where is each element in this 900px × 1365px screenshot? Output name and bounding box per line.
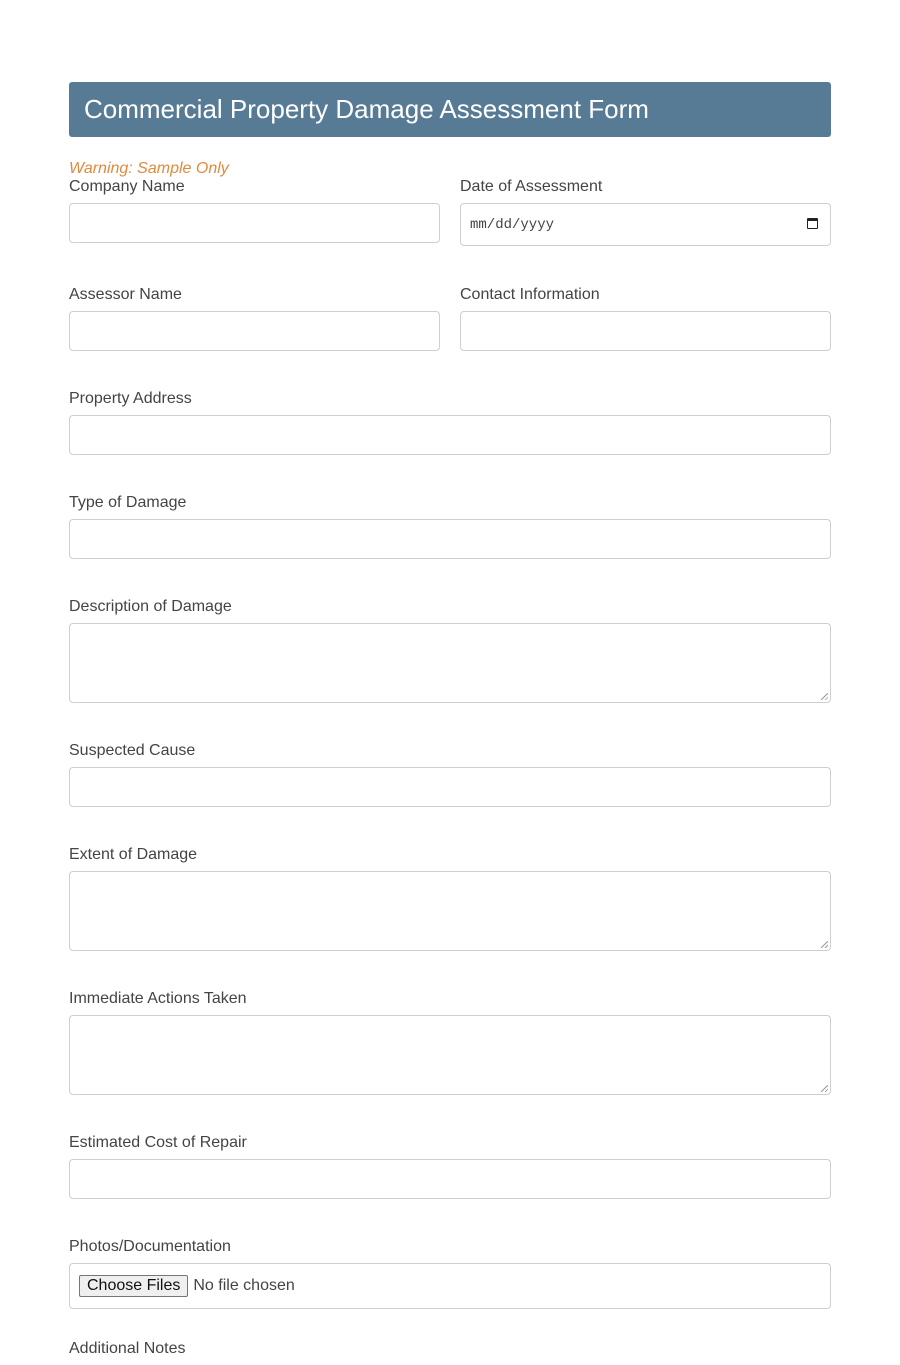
field-company-name: [69, 178, 440, 246]
field-suspected-cause: [69, 742, 831, 807]
company-name-label: Company Name: [69, 178, 185, 195]
property-address-label: Property Address: [69, 390, 192, 407]
assessor-name-input[interactable]: [69, 311, 440, 351]
field-description-of-damage: [69, 598, 831, 703]
description-of-damage-textarea[interactable]: [69, 623, 831, 703]
field-assessor-name: [69, 286, 440, 351]
field-additional-notes: [69, 1340, 831, 1358]
calendar-icon[interactable]: [807, 218, 818, 229]
extent-of-damage-textarea[interactable]: [69, 871, 831, 951]
contact-information-input[interactable]: [460, 311, 831, 351]
date-placeholder: mm/dd/yyyy: [470, 216, 555, 233]
date-of-assessment-label: Date of Assessment: [460, 178, 603, 195]
row-company-date: [69, 178, 831, 246]
photos-documentation-label: Photos/Documentation: [69, 1238, 231, 1255]
contact-information-label: Contact Information: [460, 286, 600, 303]
field-property-address: [69, 390, 831, 455]
field-immediate-actions-taken: [69, 990, 831, 1095]
date-of-assessment-input[interactable]: [460, 203, 831, 246]
assessment-form: [69, 82, 831, 1365]
suspected-cause-label: Suspected Cause: [69, 742, 196, 759]
immediate-actions-taken-label: Immediate Actions Taken: [69, 990, 247, 1007]
resize-grip-icon[interactable]: [821, 1085, 828, 1092]
photos-documentation-file-input: [69, 1263, 831, 1309]
field-date-of-assessment: [460, 178, 831, 246]
resize-grip-icon[interactable]: [821, 693, 828, 700]
form-header: [69, 82, 831, 137]
choose-files-button[interactable]: Choose Files: [79, 1275, 188, 1297]
additional-notes-label: Additional Notes: [69, 1340, 186, 1357]
resize-grip-icon[interactable]: [821, 941, 828, 948]
field-extent-of-damage: [69, 846, 831, 951]
extent-of-damage-label: Extent of Damage: [69, 846, 198, 863]
field-estimated-cost-of-repair: [69, 1134, 831, 1199]
description-of-damage-label: Description of Damage: [69, 598, 232, 615]
type-of-damage-input[interactable]: [69, 519, 831, 559]
assessor-name-label: Assessor Name: [69, 286, 182, 303]
suspected-cause-input[interactable]: [69, 767, 831, 807]
field-type-of-damage: [69, 494, 831, 559]
type-of-damage-label: Type of Damage: [69, 494, 187, 511]
row-assessor-contact: [69, 286, 831, 351]
immediate-actions-taken-textarea[interactable]: [69, 1015, 831, 1095]
estimated-cost-of-repair-input[interactable]: [69, 1159, 831, 1199]
estimated-cost-of-repair-label: Estimated Cost of Repair: [69, 1134, 247, 1151]
sample-warning: Warning: Sample Only: [69, 160, 229, 177]
file-status: No file chosen: [193, 1277, 295, 1294]
field-photos-documentation: [69, 1238, 831, 1309]
field-contact-information: [460, 286, 831, 351]
form-title: Commercial Property Damage Assessment Form: [84, 94, 649, 124]
company-name-input[interactable]: [69, 203, 440, 243]
property-address-input[interactable]: [69, 415, 831, 455]
